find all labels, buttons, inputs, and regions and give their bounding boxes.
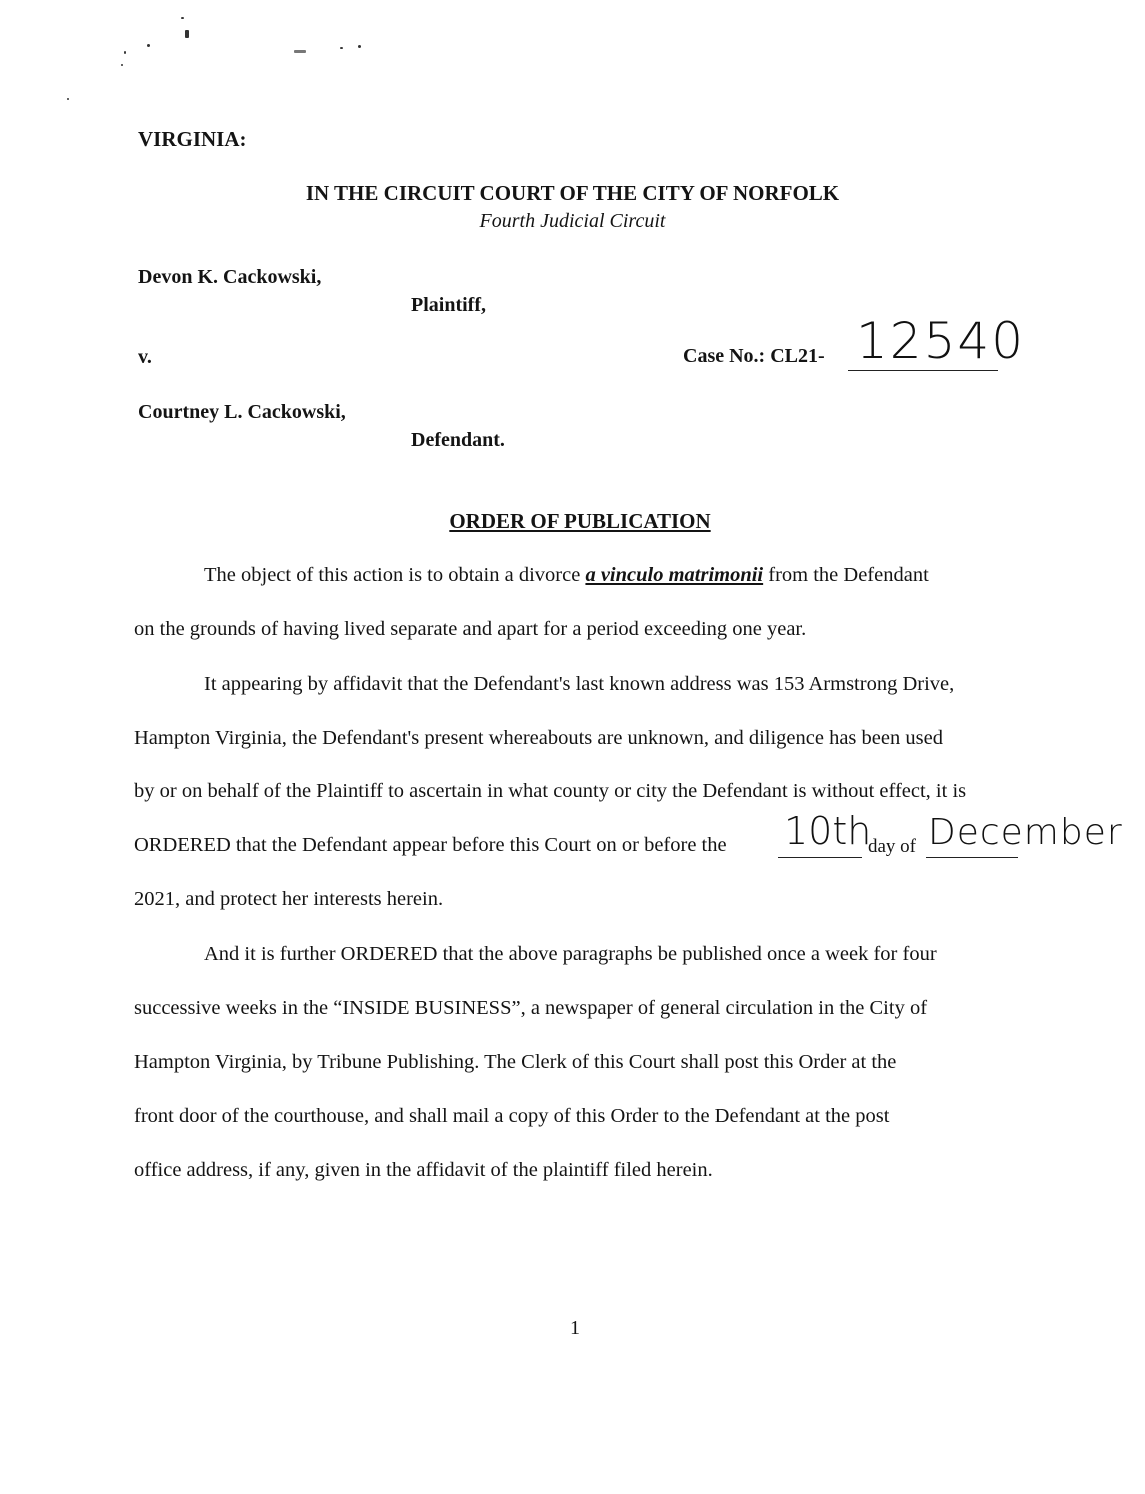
defendant-name: Courtney L. Cackowski, bbox=[138, 401, 346, 423]
paragraph-3-line-3: Hampton Virginia, by Tribune Publishing. The Clerk of this Court shall post this Order at the bbox=[134, 1051, 897, 1073]
case-number-label: Case No.: CL21- bbox=[683, 345, 825, 367]
text-run: The object of this action is to obtain a divorce bbox=[204, 564, 586, 586]
defendant-role: Defendant. bbox=[411, 429, 505, 451]
paragraph-2-line-3: by or on behalf of the Plaintiff to ascertain in what county or city the Defendant is without effect, it is bbox=[134, 780, 967, 802]
plaintiff-role: Plaintiff, bbox=[411, 294, 486, 316]
versus-label: v. bbox=[138, 346, 152, 368]
paragraph-1-line-2: on the grounds of having lived separate and apart for a period exceeding one year. bbox=[134, 618, 807, 640]
case-number-handwritten: 12540 bbox=[856, 312, 1026, 370]
month-blank-line bbox=[926, 857, 1018, 858]
text-run: from the Defendant bbox=[763, 564, 929, 586]
paragraph-2-line-4-dayof: day of bbox=[868, 836, 917, 857]
page-number: 1 bbox=[570, 1317, 580, 1339]
case-number-underline bbox=[848, 370, 998, 371]
day-blank-line bbox=[778, 857, 862, 858]
paragraph-2-line-2: Hampton Virginia, the Defendant's present whereabouts are unknown, and diligence has been used bbox=[134, 727, 943, 749]
paragraph-3-line-1: And it is further ORDERED that the above paragraphs be published once a week for four bbox=[204, 943, 937, 965]
paragraph-3-line-5: office address, if any, given in the affidavit of the plaintiff filed herein. bbox=[134, 1159, 713, 1181]
circuit-subtitle: Fourth Judicial Circuit bbox=[479, 210, 666, 232]
order-title: ORDER OF PUBLICATION bbox=[449, 509, 711, 533]
paragraph-1-line-1 bbox=[204, 564, 929, 587]
jurisdiction-heading: VIRGINIA: bbox=[138, 127, 247, 151]
plaintiff-name: Devon K. Cackowski, bbox=[138, 266, 322, 288]
day-handwritten: 10th bbox=[784, 809, 872, 853]
paragraph-3-line-2: successive weeks in the “INSIDE BUSINESS”, a newspaper of general circulation in the City of bbox=[134, 997, 928, 1019]
paragraph-2-line-5: 2021, and protect her interests herein. bbox=[134, 888, 444, 910]
court-title: IN THE CIRCUIT COURT OF THE CITY OF NORFOLK bbox=[305, 181, 840, 205]
month-handwritten: December bbox=[928, 812, 1123, 853]
paragraph-3-line-4: front door of the courthouse, and shall mail a copy of this Order to the Defendant at the post bbox=[134, 1105, 890, 1127]
paragraph-2-line-1: It appearing by affidavit that the Defendant's last known address was 153 Armstrong Drive, bbox=[204, 673, 955, 695]
paragraph-2-line-4-start: ORDERED that the Defendant appear before this Court on or before the bbox=[134, 834, 727, 856]
latin-phrase: a vinculo matrimonii bbox=[585, 564, 764, 586]
